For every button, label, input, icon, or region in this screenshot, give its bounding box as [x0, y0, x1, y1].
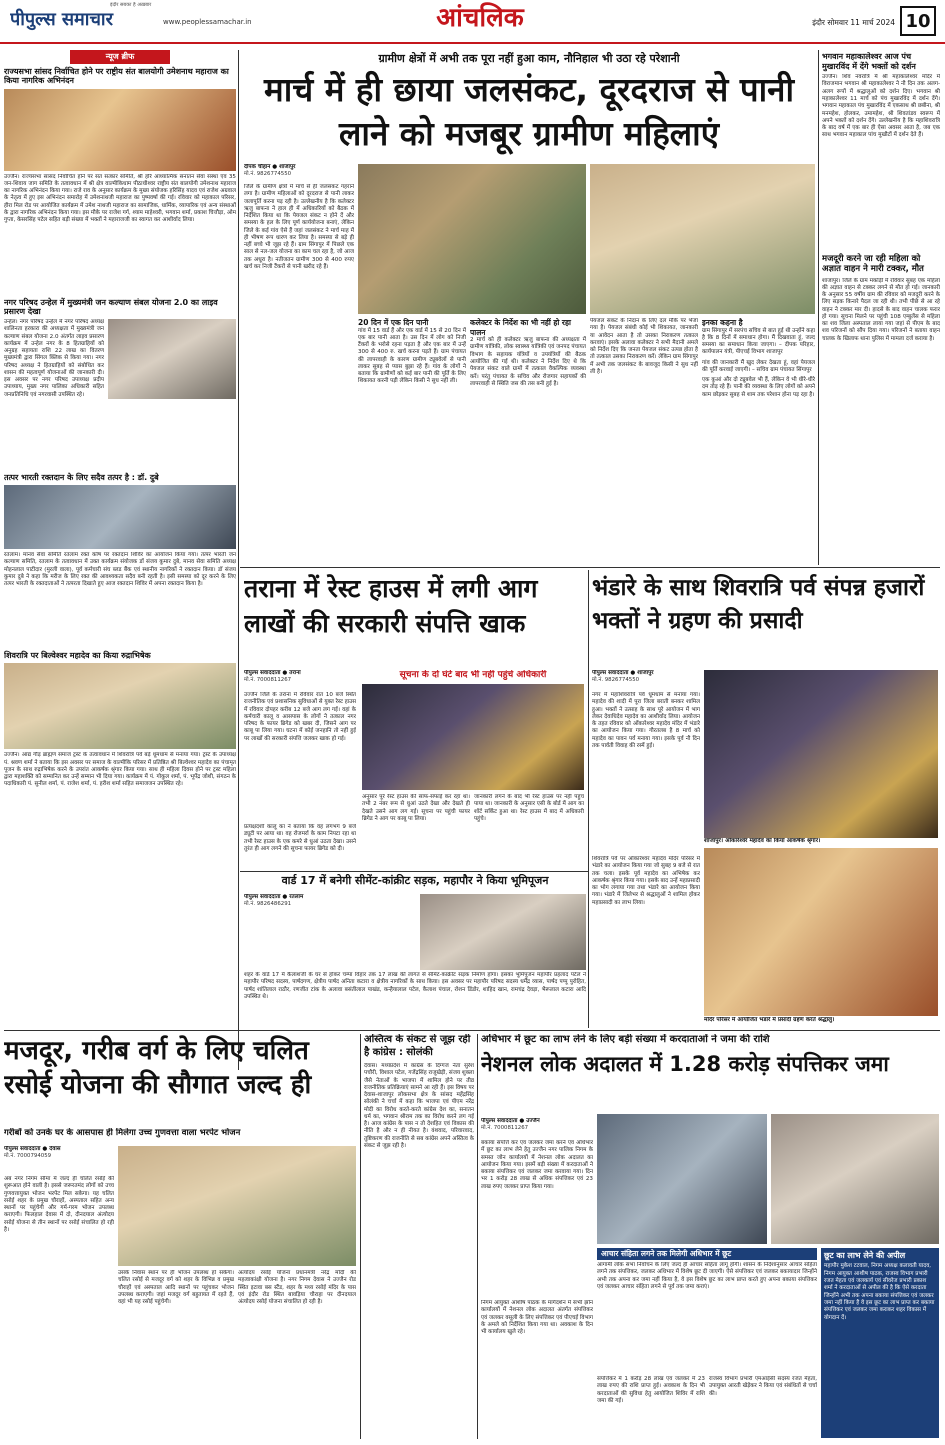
lead-col-2: [358, 318, 466, 562]
tarana-byline: पीपुल्स संवाददाता ● तराना: [244, 670, 301, 676]
logo-text: पीपुल्स समाचार: [10, 9, 113, 30]
adalat-headline: नेशनल लोक अदालत में 1.28 करोड़ संपत्तिकर जमा: [481, 1052, 889, 1076]
lead-col-5-text: ग्राम सिंगापुर में सरपंच सचिव से बात हुई थी उन्होंने कहा है कि 8 दिनों में समाधान होगा। मैं दिखवाता हूं, जल्द समस्या का समाधान किया जाएगा। – दीपक परिहार, कार्यपालन यंत्री, पीएचई विभाग शाजापुर: [702, 327, 815, 356]
masthead-tagline: इंदौर सबका है अख़बार: [110, 2, 152, 8]
right-text-1: उज्जैन। शिव नवरात्रि में श्री महाकालेश्वर मंदिर में विराजमान भगवान श्री महाकालेश्वर ने नौ दिन तक अलग-अलग रूपों में श्रद्धालुओं को दर्शन दिए। भगवान श्री महाकालेश्वर 11 मार्च को पंच मुखारविंद में दर्शन देंगे। भगवान महाकाल पंच मुखारविंद में एकसाथ श्री छबीना, श्री मनमहेश, होलकर, उमामहेश, श्री शिवतांडव स्वरूप में अपने भक्तों को दर्शन देंगे। उल्लेखनीय है कि महाशिवरात्रि के बाद वर्ष में एक बार ही ऐसा अवसर आता है, जब एक साथ भगवान महाकाल पांच मुखौटों में दर्शन देते हैं।: [822, 74, 940, 139]
shivratri-mobile: मो.नं. 9826774550: [592, 677, 640, 684]
news-brief-column: [4, 50, 236, 1070]
shivratri-byline: पीपुल्स संवाददाता ● शाजापुर: [592, 670, 654, 676]
brief-4-photo: [4, 663, 236, 749]
rasoi-text-1: अब नगर निगम सीमा में जल्द ही चलित रसोई की शुरूआत होने वाली है। इससे जरूरतमंद लोगों को उच्च गुणवत्तायुक्त भोजन भरपेट मिल सकेगा। यह चलित रसोई शहर के प्रमुख चौराहों, अस्पताल सहित अन्य स्थानों पर पहुंचेगी और गर्म-गरम भोजन उपलब्ध कराएगी। फिलहाल देवास में दो, दीनदयाल अंत्योदय रसोई योजना से तीन स्थानों पर रसोई संचालित हो रही है।: [4, 1176, 114, 1233]
adalat-appeal-text: महापौर मुकेश टटवाल, निगम अध्यक्ष कलावती यादव, निगम आयुक्त आशीष पाठक, राजस्व विभाग प्रभारी रजत मेहता एवं जलकार्य एवं सीवरेज प्रभारी प्रकाश शर्मा ने करदाताओं से अपील की है कि ऐसे करदाता जिन्होंने अभी तक अपना बकाया संपत्तिकर एवं जलकर जमा नहीं किया है वे इस छूट का लाभ प्राप्त कर बकाया संपत्तिकर एवं जलकर जमा कराकर शहर विकास में योगदान दें।: [824, 1263, 935, 1321]
brief-1-photo: [4, 89, 236, 171]
shivratri-photo-1-caption: शाजापुर। ओंकारेश्वर महादेव का किया आकर्षक श्रृंगार।: [704, 838, 821, 844]
lead-col-5: [702, 318, 815, 562]
column-divider: [818, 50, 819, 565]
lead-col-3-title: कलेक्टर के निर्देश का भी नहीं हो रहा पालन: [470, 318, 571, 337]
rasoi-byline-box: [4, 1146, 116, 1160]
adalat-appeal-title: छूट का लाभ लेने की अपील: [824, 1251, 906, 1260]
page-number: 10: [905, 11, 931, 32]
rasoi-photo: [118, 1146, 356, 1266]
section-divider: [4, 1030, 940, 1031]
ward-mobile: मो.नं. 9826486291: [244, 901, 292, 908]
right-title-2: मजदूरी करने जा रही महिला को अज्ञात वाहन ने मारी टक्कर, मौत: [822, 254, 924, 275]
rasoi-text-2: उसके निवास स्थान पर ही भोजन उपलब्ध हो सकेगा। चलित रसोई से मजदूर वर्ग को शहर के विभिन्न व प्रमुख चौराहों एवं अस्पताल आदि स्थानों पर पहुंचकर भोजन उपलब्ध कराएगी। जहां मजदूर वर्ग बहुतायत में रहते हैं, वहां भी यह रसोई पहुंचेगी।: [118, 1270, 234, 1306]
adalat-text-1: बकाया संपत्ति कर एवं जलकर जमा करने एवं अधिभार में छूट का लाभ लेने हेतु उज्जैन नगर पालिक निगम के समस्त जोन कार्यालयों में नेशनल लोक अदालत का आयोजन किया गया। इसमें बड़ी संख्या में करदाताओं ने बकाया संपत्तिकर एवं जलकर जमा करवाया गया। दिन भर 1 करोड़ 28 लाख से अधिक संपत्तिकर एवं 23 लाख रुपए जलकर प्राप्त किया गया।: [481, 1140, 593, 1190]
rasoi-subhead: गरीबों को उनके घर के आसपास ही मिलेगा उच्च गुणवत्ता वाला भरपेट भोजन: [4, 1128, 241, 1138]
section-divider: [240, 871, 588, 872]
congress-headline: अस्तित्व के संकट से जूझ रही है कांग्रेस : सोलंकी: [364, 1034, 471, 1058]
brief-1-title: राज्यसभा सांसद निर्वाचित होने पर राष्ट्रीय संत बालयोगी उमेशनाथ महाराज का किया नागरिक अभिनंदन: [4, 67, 229, 86]
lead-kicker: ग्रामीण क्षेत्रों में अभी तक पूरा नहीं हुआ काम, नौनिहाल भी उठा रहे परेशानी: [378, 52, 680, 65]
column-divider: [588, 570, 589, 1028]
tarana-photo-caption: सूचना के दो घंटे बाद भी नहीं पहुंचे अधिकारी: [399, 670, 547, 680]
adalat-photo-1: [597, 1114, 767, 1244]
masthead-logo: [10, 8, 160, 32]
adalat-kicker: अधिभार में छूट का लाभ लेने के लिए बड़ी संख्या में करदाताओं ने जमा की राशि: [481, 1034, 770, 1045]
lead-col-6-text: एक कुआं और दो ट्यूबवेल भी हैं, लेकिन वे भी धीरे-धीरे दम तोड़ रहे हैं। पानी की व्यवस्था के लिए लोगों को अपने काम छोड़कर सुबह से शाम तक परेशान होना पड़ रहा है।: [702, 377, 815, 398]
rasoi-mobile: मो.नं. 7000794059: [4, 1153, 52, 1160]
rasoi-headline: मजदूर, गरीब वर्ग के लिए चलित रसोई योजना की सौगात जल्द ही: [4, 1036, 312, 1101]
ward-byline-box: [244, 894, 354, 908]
shivratri-photo-1: [704, 670, 938, 838]
congress-box: [364, 1034, 474, 1439]
tarana-byline-box: [244, 670, 360, 684]
adalat-text-4: राजस्व विभाग प्रभारी एमआईसी सदस्य रजत मेहता, उपायुक्त आरती खेड़ेकर ने किया एवं संबंधितों से चर्चा की।: [709, 1376, 817, 1397]
lead-col-4: पेयजल संकट के निदान के लिए दल मौके पर भेजा गया है। पेयजल संबंधी कोई भी शिकायत, जानकारी या आवेदन आता है तो उसका निराकरण तत्काल करवाएं। इसके अलावा कलेक्टर ने सभी मैदानी अमले को निर्देश दिए कि जनता पेयजल संकट उत्पन्न होता है तो तत्काल उसका निराकरण करें। लेकिन ग्राम सिंगापुर में अभी तक जलसंकट के बावजूद किसी ने सुध नहीं ली है।: [590, 318, 698, 375]
adalat-mobile: मो.नं. 7000811267: [481, 1125, 529, 1132]
lead-photo-2: [590, 164, 815, 314]
brief-4-text: उज्जैन। आद्य गौड़ ब्राह्मण समाज ट्रस्ट के तत्वावधान में शिवरात्रि पर्व बड़े धूमधाम से मनाया गया। ट्रस्ट के उपाध्यक्ष पं. श्रवण शर्मा ने बताया कि इस अवसर पर समाज के वाल्मीकि परिसर में प्रतिष्ठित श्री बिल्वेश्वर महादेव का पंचामृत पूजन के साथ रुद्राभिषेक करने के उपरांत आकर्षक श्रृंगार किया गया। साथ ही महिला दिवस होने पर ट्रस्ट महिला द्वारा महाशक्ति को सम्मानित कर उन्हें सम्मान भी दिया गया। कार्यक्रम में पं. गोकुल शर्मा, पं. भूपेंद्र जोशी, संगठन के पदाधिकारी पं. सुनील शर्मा, पं. राजेश शर्मा, पं. हरीश शर्मा सहित समाजजन उपस्थित रहे।: [4, 752, 236, 788]
tarana-text-4: जानकारी लगने के बाद भी रेस्ट हाउस पर नहीं पहुंच पाया था। जानकारी के अनुसार एसी के बोर्ड में आग का शॉर्ट सर्किट हुआ था। रेस्ट हाउस में बाद में अधिकारी पहुंचे।: [474, 794, 584, 822]
tarana-photo: [362, 684, 584, 790]
lead-col-5b-text: गांव की जानकारी मैं खुद लेकर देखता हूं, वहां पेयजल की पूर्ति करवाई जाएगी। – सचिव ग्राम पंचायत सिंगापुर: [702, 359, 815, 373]
shivratri-photo-2: [704, 848, 938, 1016]
masthead: [0, 0, 945, 44]
brief-1-text: उज्जैन। राज्यसभा सांसद निर्वाचित होने पर संत सत्कार समिति, श्री हरि आध्यात्मिक सनातन सेवा संस्था एवं 35 जन-शिवाय जाग समिति के तत्वावधान में श्री क्षेत्र वाल्मीकिधाम पीठाधीश्वर राष्ट्रीय संत बालयोगी उमेशनाथ महाराज का नागरिक अभिनंदन किया गया। राजे राव के अनुसार कार्यक्रम के मुख्य संयोजक हरिसिंह यादव एवं राजेश अग्रवाल के नेतृत्व में हुए इस अभिनंदन समारोह में उमेशनाथजी महाराज का पुष्पवर्षा की गई। रविवार को महाकाल परिसर, हीरा मिल रोड पर आयोजित कार्यक्रम में उमेश नाथजी महाराज का सामाजिक, धार्मिक, व्यापारिक एवं अन्य संस्थाओं के द्वारा नागरिक अभिनंदन किया गया। इस मौके पर राजेश गर्ग, श्याम माहेश्वरी, भगवान शर्मा, प्रकाश चित्तौड़ा, ओम गुप्ता, केसरसिंह पटेल सहित बड़ी संख्या में भक्तों ने महाराजजी का स्वागत कर आशीर्वाद लिया।: [4, 173, 236, 224]
adalat-text-2: निगम आयुक्त आशीष पाठक के मार्गदर्शन में सभी झोन कार्यालयों में नेशनल लोक अदालत अंतर्गत संपत्तिकर एवं जलकर वसूली के लिए संपत्तिकर एवं पीएचई विभाग के अमले को निर्देशित किया गया था। अवकाश के दिन भी कार्यालय खुले रहे।: [481, 1300, 593, 1336]
shivratri-photo-2-caption: मंदिर परिसर में आयोजित भंडारे में प्रसादी ग्रहण करते श्रद्धालु।: [704, 1017, 835, 1023]
right-title-1: भगवान महाकालेश्वर आज पंच मुखारविंद में देंगे भक्तों को दर्शन: [822, 52, 916, 71]
tarana-mobile: मो.नं. 7000811267: [244, 677, 292, 684]
tarana-text-2: प्रत्यक्षदर्शी कालू का ने बताया कि वह लगभग 9 बजे ड्यूटी पर आया था। वह रोजमर्रा के काम निपटा रहा था तभी रेस्ट हाउस के एक कमरे से धुआं उठता देखा। उसने तुरंत ही आग लगने की सूचना फायर ब्रिगेड को दी।: [244, 824, 356, 852]
lead-col-1: जिले के ग्रामीण क्षेत्रों में मार्च से ही जलसंकट गहराने लगा है। ग्रामीण महिलाओं को दूरदराज से पानी लाकर जलापूर्ति करना पड़ रही है। उल्लेखनीय है कि कलेक्टर ऋजु बाफना ने हाल ही में अधिकारियों को बैठक में निर्देशित किया था कि पेयजल संकट न होने दें और समस्या के हल के लिए पूर्ण कार्ययोजना बनाएं, लेकिन जिले के कई गांव ऐसे हैं जहां जलसंकट ने मार्च माह में ही भीषण रूप धारण कर लिया है। समस्या से बड़े ही नहीं बच्चे भी जूझ रहे हैं। ग्राम सिंगापुर में पिछले एक साल से नल-जल योजना का काम चल रहा है, जो आज तक अधूरा है। नतीजतन ग्रामीण 300 से 400 रुपए खर्च कर निजी टैंकरों से पानी खरीद रहे हैं।: [244, 184, 354, 270]
brief-3-photo: [4, 485, 236, 549]
ward-headline: वार्ड 17 में बनेगी सीमेंट-कांक्रीट सड़क, महापौर ने किया भूमिपूजन: [281, 874, 549, 887]
shivratri-text-2: शिवरात्रि पर्व पर ओंकारेश्वर महादेव मंदिर परिसर में भंडारे का आयोजन किया गया जो सुबह 9 बजे से रात तक चला। इसके पूर्व महादेव का अभिषेक कर आकर्षक श्रृंगार किया गया। इसके बाद उन्हें महाप्रसादी का भोग लगाया गया तथा भंडारे का आयोजन किया गया। भंडारे में जिलेभर से श्रद्धालुओं ने शामिल होकर महाप्रसादी का लाभ लिया।: [592, 856, 700, 906]
shivratri-text-1: नगर में महाशिवरात्रि पर्व धूमधाम से मनाया गया। महादेव की शादी में पूरा जिला बराती बनकर शामिल हुआ। भक्तों ने उत्साह के साथ पूरे आयोजन में भाग लेकर देवाधिदेव महादेव का आशीर्वाद लिया। आयोजन के तहत रविवार को ओंकारेश्वर महादेव मंदिर में भंडारे का आयोजन किया गया। गौरतलब है 8 मार्च को महादेव का पावन पर्व मनाया गया। इसके पूर्व नौ दिन तक पार्वती विवाह की रस्में हुई।: [592, 692, 700, 749]
adalat-byline: पीपुल्स संवाददाता ● उज्जैन: [481, 1118, 540, 1124]
brief-2-photo: [108, 319, 236, 399]
lead-headline: मार्च में ही छाया जलसंकट, दूरदराज से पानी लाने को मजबूर ग्रामीण महिलाएं: [263, 70, 795, 153]
brief-2-text: उन्हेल। नगर परिषद उन्हेल में नगर परिषद अध्यक्ष शालिनता हरकारा की अध्यक्षता में मुख्यमंत्री जन कल्याण संबल योजना 2.0 अंतर्गत लाइव प्रसारण कार्यक्रम में उन्हेल नगर के 8 हितग्राहियों को अनुग्रह सहायता राशि 22 लाख का वितरण मुख्यमंत्री द्वारा सिंगल क्लिक से किया गया। नगर परिषद अध्यक्ष ने हितग्राहियों को संबोधित कर शासन की महत्वपूर्ण योजनाओं की जानकारी दी। इस अवसर पर नगर परिषद उपाध्यक्ष प्रदीप उपाध्याय, मुख्य नगर पालिका अधिकारी सहित जनप्रतिनिधि एवं नगरवासी उपस्थित रहे।: [4, 318, 104, 398]
section-divider: [240, 567, 940, 568]
adalat-text-3: संपत्तिकर में 1 करोड़ 28 लाख एवं जलकर में 23 लाख रुपए की राशि प्राप्त हुई। अवकाश के दिन भी करदाताओं की सुविधा हेतु आयोजित शिविर में राशि जमा की गई।: [597, 1376, 705, 1404]
rasoi-text-3: अंत्योदय रसोई योजना प्रधानमंत्री नरेंद्र मोदी की महत्वाकांक्षी योजना है। नगर निगम देवास ने उज्जैन रोड स्थित इटावा बस स्टैंड, शहर के मध्य रसोई मंदिर के पास एवं इंदौर रोड स्थित बावड़िया चौराहा पर दीनदयाल अंत्योदय रसोई योजना संचालित हो रही है।: [238, 1270, 356, 1306]
brief-2-title: नगर परिषद उन्हेल में मुख्यमंत्री जन कल्याण संबल योजना 2.0 का लाइव प्रसारण देखा: [4, 297, 218, 316]
lead-col-3-text: 2 मार्च को ही कलेक्टर ऋजु बाफना की अध्यक्षता में ग्रामीण यांत्रिकी, लोक स्वास्थ्य यांत्रिकी एवं जनपद पंचायत विभाग के सहायक यंत्रियों व उपयंत्रियों की बैठक आयोजित की गई थी। कलेक्टर ने निर्देश दिए थे कि पेयजल संकट वाले ग्रामों में तत्काल वैकल्पिक व्यवस्था करें। परंतु पंचायत के सचिव और रोजगार सहायकों की लापरवाही से स्थिति जस की तस बनी हुई है।: [470, 337, 586, 387]
section-title: [420, 2, 540, 40]
news-brief-label: न्यूज ब्रीफ: [70, 50, 170, 64]
column-divider: [477, 1034, 478, 1439]
congress-text: देवास। मध्यप्रदेश में कांग्रेस के दिग्गज नेता सुरेश पचौरी, विशाल पटेल, गजेंद्रसिंह राजूखेड़ी, संजय शुक्ला जैसे नेताओं के भाजपा में शामिल होने पर तीव्र राजनीतिक प्रतिक्रियाएं सामने आ रही हैं। इस विषय पर देवास-शाजापुर लोकसभा क्षेत्र के सांसद महेंद्रसिंह सोलंकी ने चर्चा में कहा कि भाजपा एवं पीएम नरेंद्र मोदी का विरोध करते-करते कांग्रेस देश का, सनातन धर्म का, भगवान श्रीराम तक का विरोध करने लग गई है। आज कांग्रेस के पास न तो देशहित एवं विकास की नीति है और न ही नीयत है। वंशवाद, परिवारवाद, तुष्टिकरण की राजनीति से सब कांग्रेस अपने अस्तित्व के संकट से जूझ रही है।: [364, 1063, 474, 1149]
section-label: आंचलिक: [436, 3, 524, 33]
brief-3-title: तत्पर भारती रक्तदान के लिए सदैव तत्पर है : डॉ. दुबे: [4, 472, 159, 482]
right-column: [822, 52, 940, 567]
column-divider: [238, 50, 239, 1070]
lead-col-5-title: इनका कहना है: [702, 318, 743, 327]
masthead-date: इंदौर सोमवार 11 मार्च 2024: [812, 18, 895, 27]
adalat-photo-2: [771, 1114, 939, 1244]
shivratri-headline: भंडारे के साथ शिवरात्रि पर्व संपन्न हजारों भक्तों ने ग्रहण की प्रसादी: [592, 575, 925, 635]
lead-photo-1: [358, 164, 586, 314]
ward-text: शहर के वार्ड 17 में कैलाशजी के घर से होकर चम्पा विहार तक 17 लाख की लागत से सीमेंट-कांक्रीट सड़क निर्माण होगा। इसका भूमिपूजन महापौर प्रहलाद पटेल ने महापौर परिषद सदस्य, पार्षदगण, क्षेत्रीय पार्षद अनिता कटारा व क्षेत्रीय नागरिकों के साथ किया। इस अवसर पर महापौर परिषद सदस्य धर्मेंद्र व्यास, पार्षद पप्पू पुरोहित, पार्षद शांतिलाल राठौर, रणजीत टांक के अलावा बसंतीलाल पाखंड, कन्हैयालाल पटेल, कैलाश पंचाल, रोशन डिंडोर, शाहिद खान, रामचंद्र देवड़ा, भैरूलाल कटारा आदि उपस्थित थे।: [244, 972, 586, 1000]
adalat-caption-text: आगामी लोक सभा निर्वाचन के लिए जल्द ही आचार संहिता लागू होगी। शासन के निर्देशानुसार आचार संहिता लगने तक संपत्तिकर, जलकर अधिभार में विशेष छूट दी जाएगी। ऐसे संपत्तिकर एवं जलकर बकायादार जिन्होंने अभी तक अपना कर जमा नहीं किया है, वे इस विशेष छूट का लाभ प्राप्त करते हुए अपना बकाया संपत्तिकर एवं जलकर आचार संहिता लगने से पूर्व तक जमा कराएं।: [597, 1262, 817, 1290]
adalat-byline-box: [481, 1118, 593, 1132]
brief-4-title: शिवरात्रि पर बिल्वेश्वर महादेव का किया रुद्राभिषेक: [4, 651, 151, 661]
lead-byline-box: [244, 164, 354, 178]
tarana-text-1: उज्जैन जिले के तराना में रविवार रात 10 बजे स्थित राजनीतिक एवं प्रशासनिक सुविधाओं से युक्त रेस्ट हाउस में रविवार दोपहर करीब 12 बजे आग लग गई। वहां के कर्मचारी कालू व आसपास के लोगों ने तत्काल नगर परिषद के फायर ब्रिगेड को खबर दी, जिसने आग पर काबू पा लिया गया। घटना में कोई जनहानि तो नहीं हुई पर लाखों की सरकारी संपत्ति जलकर खाक हो गई।: [244, 692, 356, 742]
ward-photo: [420, 894, 586, 970]
right-text-2: शाजापुर। जिले के ग्राम मकोड़ी में रविवार सुबह एक महिला की अज्ञात वाहन से टक्कर लगने से मौत हो गई। जानकारी के अनुसार 55 वर्षीय ग्राम की रविवार को मजदूरी करने के लिए सड़क किनारे पैदल जा रही थी। तभी पीछे से आ रहे वाहन ने टक्कर मार दी। हादसे के बाद वाहन चालक फरार हो गया। सूचना मिलने पर पहुंची 108 एम्बुलेंस से महिला का शव जिला अस्पताल लाया गया जहां से पीएम के बाद शव परिजनों को सौंप दिया गया। परिजनों ने बताया वाहन चालक के खिलाफ थाना पुलिस में मामला दर्ज कराया है।: [822, 277, 940, 342]
lead-mobile: मो.नं. 9826774550: [244, 171, 292, 178]
rasoi-byline: पीपुल्स संवाददाता ● देवास: [4, 1146, 61, 1152]
ward-byline: पीपुल्स संवाददाता ● रतलाम: [244, 894, 304, 900]
shivratri-byline-box: [592, 670, 702, 684]
adalat-appeal-box: [821, 1248, 939, 1438]
lead-byline: दीपक चौहान ● शाजापुर: [244, 164, 296, 170]
lead-col-2-text: गांव में 15 वार्ड हैं और एक वार्ड में 15 से 20 दिन में एक बार पानी आता है। उस दिन में लोग को निजी टैंकरों के भरोसे रहना पड़ता है और एक बार में उन्हें 300 से 400 रु. खर्च करना पड़ते हैं। ग्राम पंचायत की लापरवाही के कारण ग्रामीण ट्यूबवेलों से पानी लाकर सुबह से प्यास बुझा रहे हैं। गांव के लोगों ने बताया कि ग्रामीणों को कई बार पानी की पूर्ति के लिए शिकायत करनी पड़ी लेकिन किसी ने सुध नहीं ली।: [358, 327, 466, 385]
tarana-text-3: अनुसार पूरे रेस्ट हाउस की साफ-सफाई कर रहा था। तभी 2 नंबर रूम से धुआं उठते देखा और देखते ही देखते उसने आग लग गई। सूचना पर पहुंची फायर ब्रिगेड ने आग पर काबू पा लिया।: [362, 794, 470, 822]
tarana-headline: तराना में रेस्ट हाउस में लगी आग लाखों की सरकारी संपत्ति खाक: [244, 574, 538, 638]
page-number-box: [900, 6, 936, 36]
brief-3-text: रतलाम। मानव सेवा समिति रतलाम रक्त कोष पर रक्तदान शिविर का आयोजन किया गया। तत्पर भारती जन कल्याण समिति, रतलाम के तत्वावधान में उक्त कार्यक्रम संयोजक डॉ संजय कुमार दुबे, मानव सेवा समिति अध्यक्ष मोहनलाल पाटीदार (मुरली वाला), पूर्व कर्मचारी संघ ब्लड बैंक एवं स्थानीय नागरिकों ने रक्तदान किया। डॉ संजय कुमार दुबे ने कहा कि मरीज के लिए रक्त की आवश्यकता सदैव बनी रहती है। इसी समस्या को दूर करने के लिए तत्पर भारती के रक्तदाताओं ने तत्परता दिखाते हुए आज रक्तदान शिविर में अपना रक्तदान किया है।: [4, 552, 236, 588]
lead-col-3: [470, 318, 586, 562]
adalat-photo-caption: आचार संहिता लगने तक मिलेगी अधिभार में छूट: [597, 1248, 817, 1260]
masthead-website: www.peoplessamachar.in: [163, 18, 252, 26]
lead-col-2-title: 20 दिन में एक दिन पानी: [358, 318, 429, 327]
column-divider: [360, 1034, 361, 1439]
